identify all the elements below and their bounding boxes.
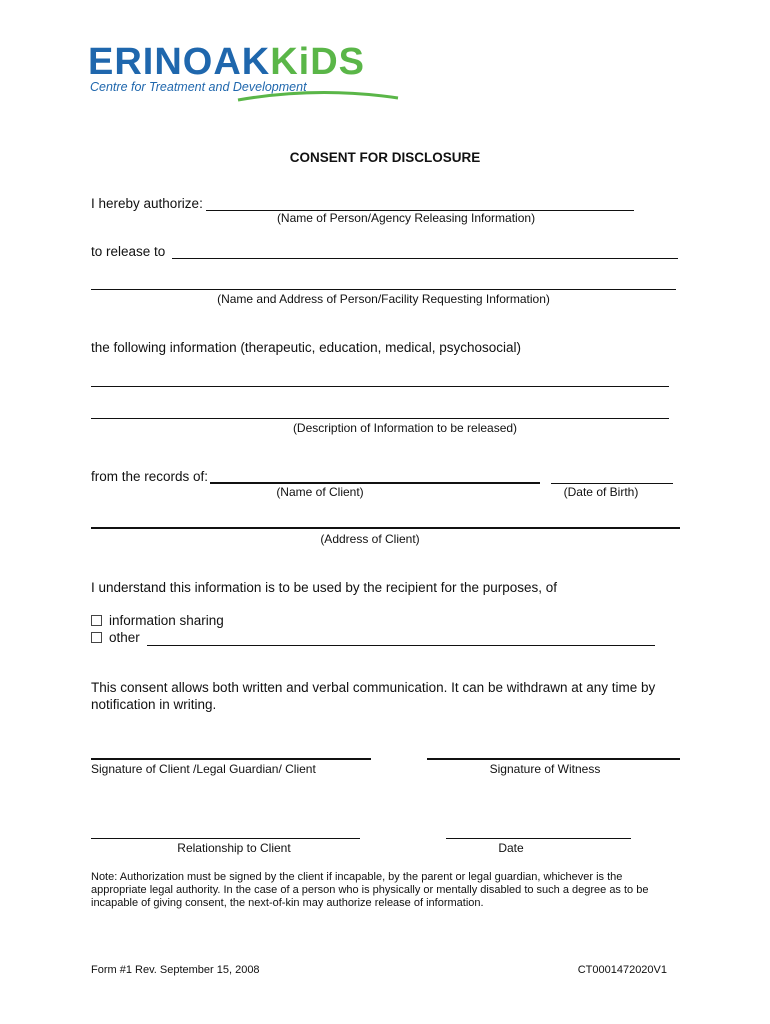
logo-brand-kids: KiDS bbox=[270, 41, 366, 83]
information-sharing-label: information sharing bbox=[109, 613, 224, 628]
date-field-line[interactable] bbox=[446, 838, 631, 839]
purpose-text: I understand this information is to be used by the recipient for the purposes, of bbox=[91, 580, 558, 595]
form-title: CONSENT FOR DISCLOSURE bbox=[289, 150, 481, 165]
release-label: to release to bbox=[91, 244, 166, 259]
erinoak-kids-logo bbox=[88, 40, 408, 110]
logo-wordmark bbox=[88, 40, 365, 84]
release-field-line-2[interactable] bbox=[91, 289, 676, 290]
information-sharing-checkbox[interactable] bbox=[91, 615, 102, 626]
information-label: the following information (therapeutic, education, medical, psychosocial) bbox=[91, 340, 521, 355]
relationship-field-line[interactable] bbox=[91, 838, 360, 839]
address-caption: (Address of Client) bbox=[320, 532, 420, 546]
records-label: from the records of: bbox=[91, 469, 209, 484]
date-caption: Date bbox=[498, 841, 524, 855]
information-field-line-2[interactable] bbox=[91, 418, 669, 419]
other-label: other bbox=[109, 630, 140, 645]
dob-field-line[interactable] bbox=[551, 483, 673, 484]
witness-signature-line[interactable] bbox=[427, 758, 680, 760]
information-caption: (Description of Information to be released) bbox=[292, 421, 518, 435]
logo-brand-erinoak: ERINOAK bbox=[88, 41, 271, 83]
option-other bbox=[91, 630, 140, 645]
client-name-field-line[interactable] bbox=[210, 482, 540, 484]
note-line-1: Note: Authorization must be signed by the client if incapable, by the parent or legal guardian, whichever is the bbox=[91, 871, 623, 883]
information-field-line-1[interactable] bbox=[91, 386, 669, 387]
consent-text-line-1: This consent allows both written and verbal communication. It can be withdrawn at any time by bbox=[91, 680, 656, 695]
dob-caption: (Date of Birth) bbox=[563, 485, 639, 499]
relationship-caption: Relationship to Client bbox=[177, 841, 291, 855]
footer-document-code: CT0001472020V1 bbox=[577, 964, 667, 976]
client-address-field-line[interactable] bbox=[91, 527, 680, 529]
client-name-caption: (Name of Client) bbox=[276, 485, 364, 499]
other-field-line[interactable] bbox=[147, 645, 655, 646]
consent-text-line-2: notification in writing. bbox=[91, 697, 217, 712]
client-signature-caption: Signature of Client /Legal Guardian/ Client bbox=[91, 762, 316, 776]
witness-signature-caption: Signature of Witness bbox=[489, 762, 601, 776]
release-field-line-1[interactable] bbox=[172, 258, 678, 259]
authorize-caption: (Name of Person/Agency Releasing Information) bbox=[276, 211, 536, 225]
authorize-label: I hereby authorize: bbox=[91, 196, 203, 211]
release-caption: (Name and Address of Person/Facility Requesting Information) bbox=[217, 292, 550, 306]
client-signature-line[interactable] bbox=[91, 758, 371, 760]
other-checkbox[interactable] bbox=[91, 632, 102, 643]
note-line-3: incapable of giving consent, the next-of-kin may authorize release of information. bbox=[91, 897, 484, 909]
logo-swoosh-icon bbox=[88, 86, 408, 106]
note-line-2: appropriate legal authority. In the case of a person who is physically or mentally disabled to such a degree as to be bbox=[91, 884, 649, 896]
option-information-sharing bbox=[91, 613, 224, 628]
footer-form-revision: Form #1 Rev. September 15, 2008 bbox=[91, 964, 260, 976]
logo-tagline: Centre for Treatment and Development bbox=[90, 80, 307, 94]
